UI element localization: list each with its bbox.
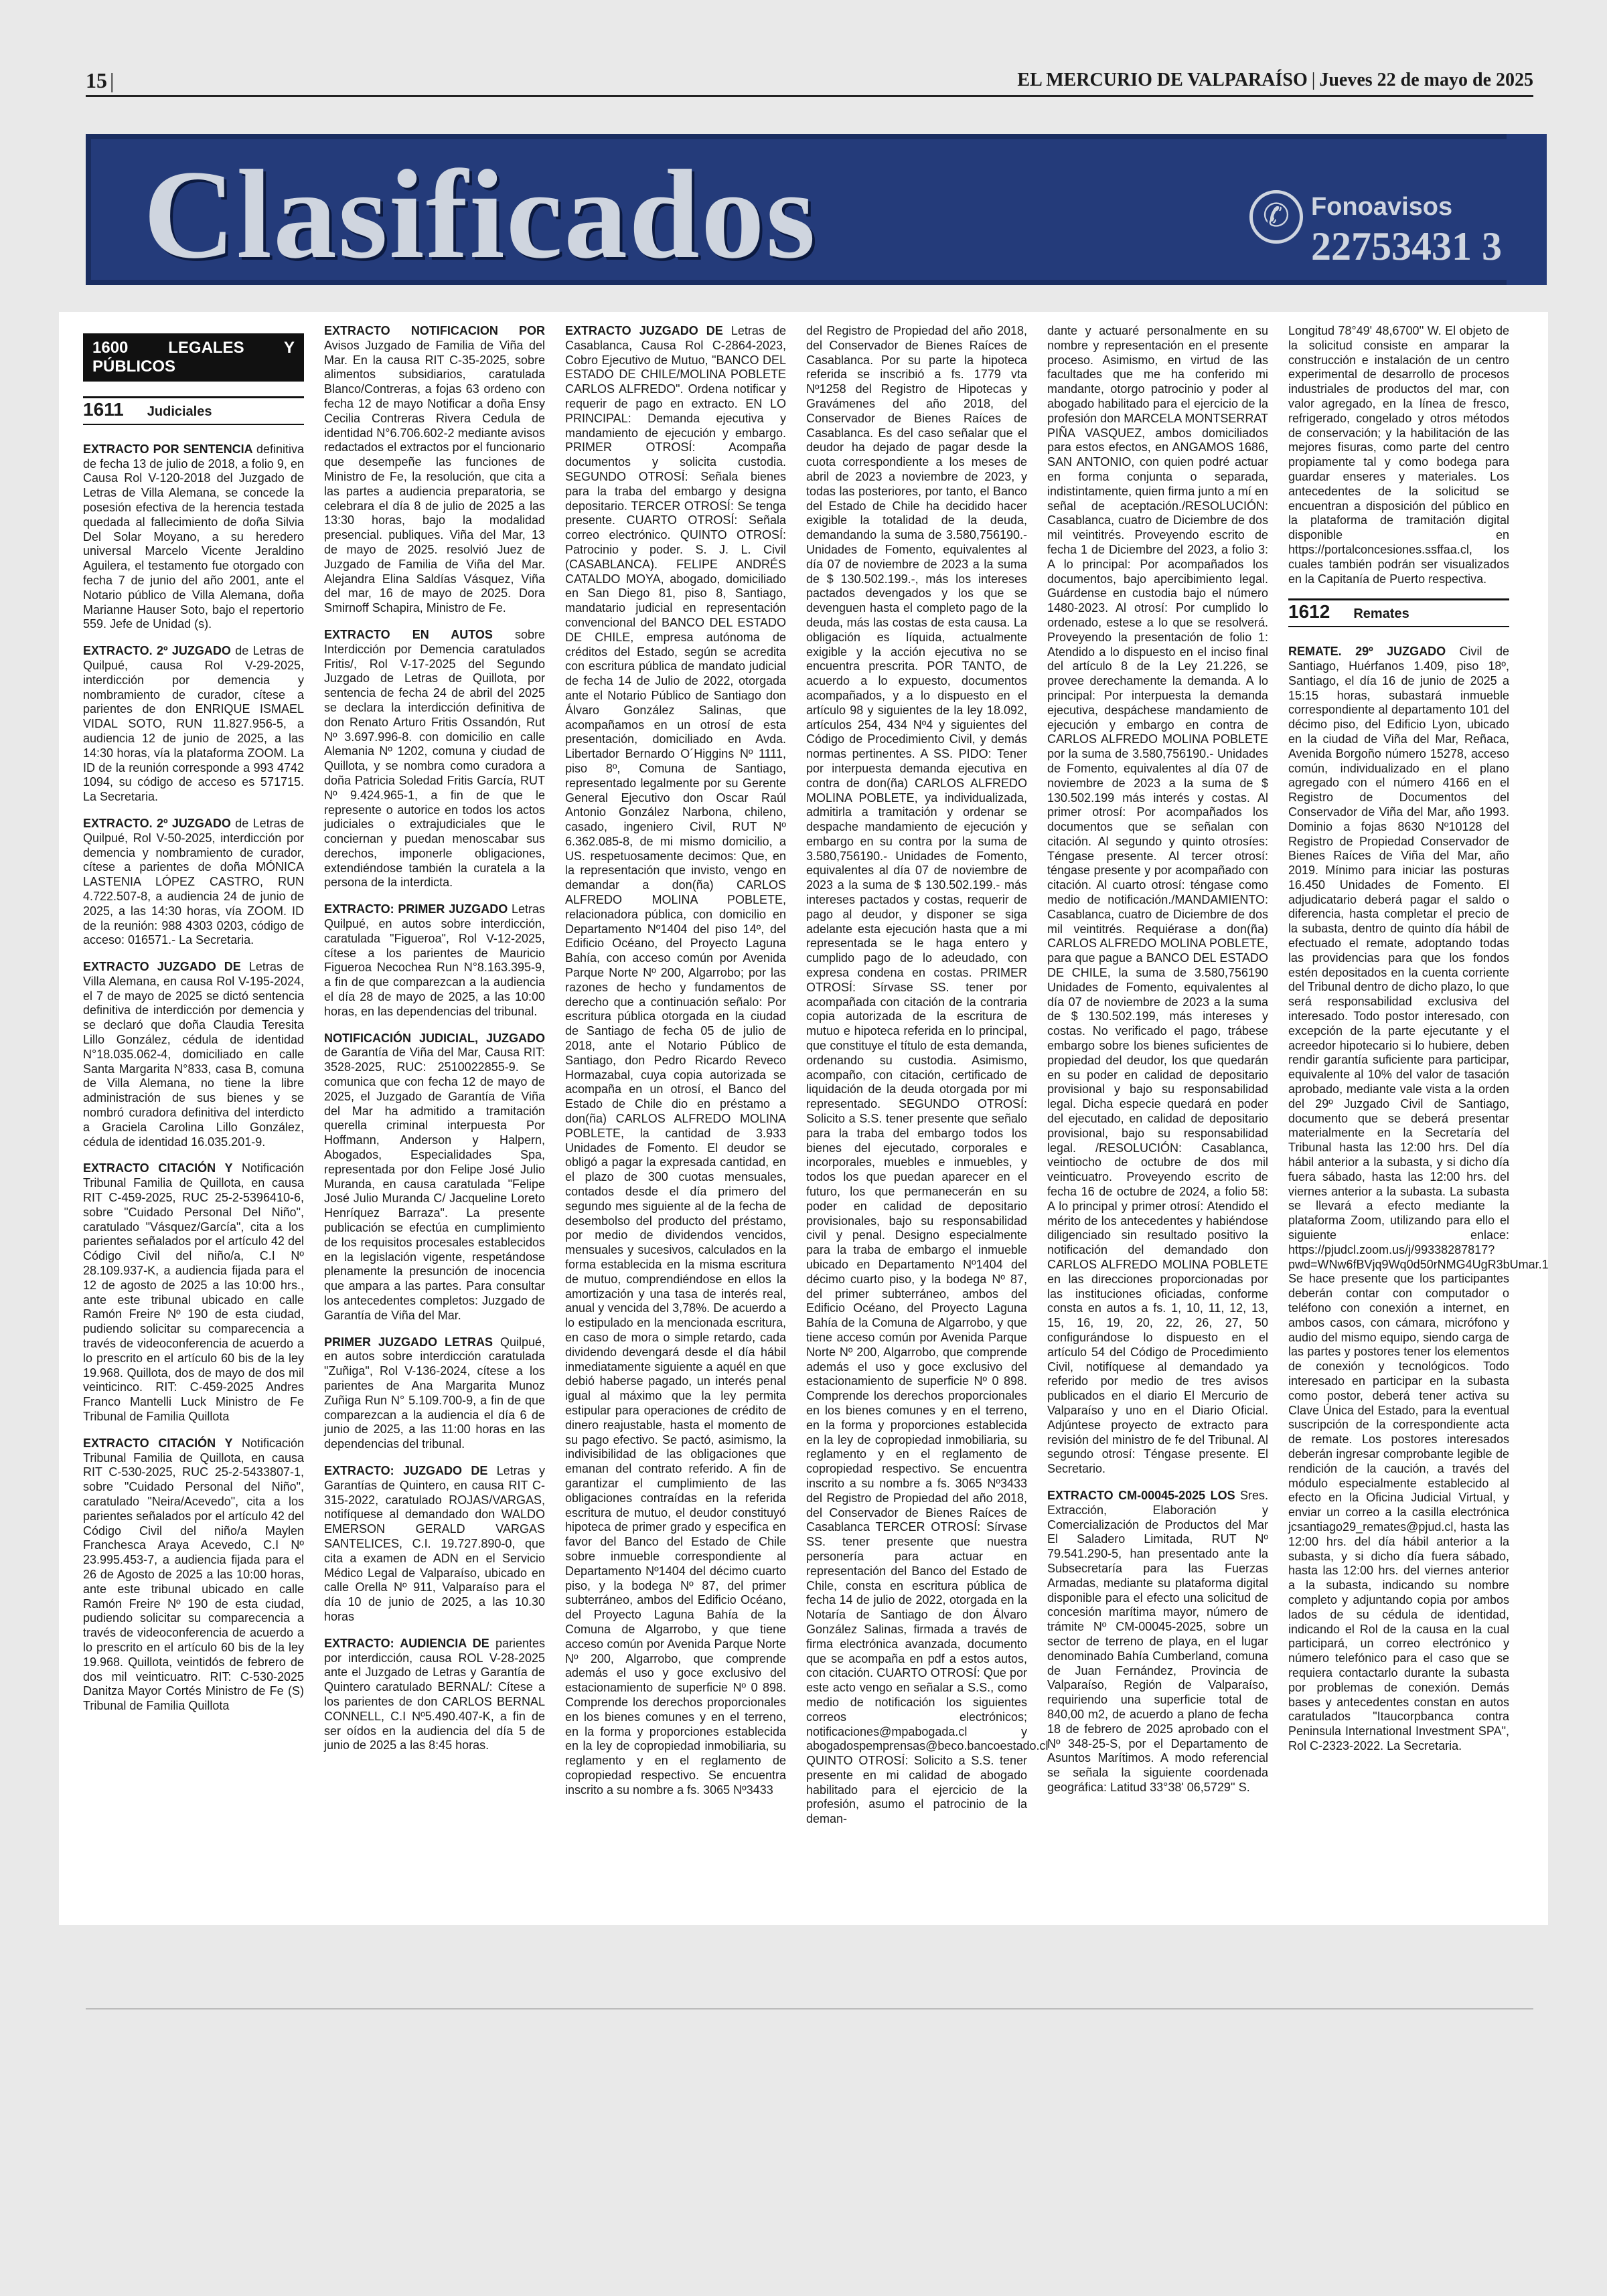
column-6 xyxy=(1288,324,1549,1917)
notice-body: definitiva de fecha 13 de julio de 2018, a folio 9, en Causa Rol V-120-2018 del Juzgado de Letras de Villa Alemana, se concede la posesión efectiva de la herencia testada quedada al fallecimiento de doña Silvia Del Solar Moyano, a su heredero universal Marcelo Vicente Jeraldino Aguilera, el testamento fue otorgado con fecha 7 de junio del año 2001, ante el Notario público de Villa Alemana, doña Marianne Hauser Soto, bajo el repertorio 559. Jefe de Unidad (s). xyxy=(83,442,304,631)
classified-notice xyxy=(1288,645,1549,1754)
classified-notice xyxy=(324,902,545,1019)
classified-notice xyxy=(1047,324,1268,1477)
classified-notice xyxy=(806,324,1049,1827)
column-5 xyxy=(1047,324,1268,1917)
notice-body: Notificación Tribunal Familia de Quillota, en causa RIT C-530-2025, RUC 25-2-5433807-1, sobre "Cuidado Personal del Niño", caratulado "Neira/Acevedo", cita a los parientes señalados por el artículo 42 del Código Civil del niño/a Maylen Franchesca Araya Acevedo, C.I Nº 23.995.453-7, a audiencia fijada para el 26 de Agosto de 2025 a las 10:00 horas, ante este tribunal ubicado en calle Ramón Freire Nº 190 de esta ciudad, pudiendo solicitar su comparecencia a través de videoconferencia de acuerdo a lo prescrito en el artículo 60 bis de la ley 19.968. Quillota, veintidós de febrero de dos mil veinticuatro. RIT: C-530-2025 Danitza Mayor Cortés Ministro de Fe (S) Tribunal de Familia Quillota xyxy=(83,1436,304,1713)
classified-notice xyxy=(324,1464,545,1625)
section-legales-publicos: 1600 LEGALES Y PÚBLICOS xyxy=(83,333,304,382)
notice-heading: EXTRACTO CITACIÓN Y xyxy=(83,1161,242,1175)
notice-heading: EXTRACTO. 2º JUZGADO xyxy=(83,644,236,658)
classifieds-content xyxy=(59,312,1548,1925)
column-1 xyxy=(83,324,304,1917)
classified-notice xyxy=(83,644,304,805)
notice-heading: REMATE. 29º JUZGADO xyxy=(1288,645,1460,659)
column-6-remates xyxy=(1288,645,1549,1754)
page-header xyxy=(86,66,1533,97)
notice-heading: EXTRACTO CITACIÓN Y xyxy=(83,1436,242,1450)
column-5-notices xyxy=(1047,324,1268,1795)
classified-notice xyxy=(324,324,545,616)
clasificados-banner xyxy=(86,134,1507,285)
fonoavisos-label: Fonoavisos xyxy=(1311,193,1453,221)
notice-body: Avisos Juzgado de Familia de Viña del Mar. En la causa RIT C-35-2025, sobre alimentos subsidiarios, caratulada Blanco/Contreras, a fojas 63 ordeno con fecha 12 de mayo Notificar a doña Ensy Cecilia Contreras Rivera Cedula de identidad N°6.706.602-2 mediante avisos redactados el extractos por el funcionario que desempeñe las funciones de Ministro de Fe, la resolución, que cita a las partes a audiencia preparatoria, se celebrara el día 8 de julio de 2025 a las 13:30 horas, bajo la modalidad presencial. publiques. Viña del Mar, 13 de mayo de 2025. resolvió Juez de Juzgado de Familia de Viña del Mar. Alejandra Elina Saldías Vásquez, Viña del mar, 16 de mayo de 2025. Dora Smirnoff Schapira, Ministro de Fe. xyxy=(324,338,545,615)
page-number: 15 | xyxy=(86,68,114,93)
notice-heading: EXTRACTO JUZGADO DE xyxy=(83,960,249,974)
subsection-label: Remates xyxy=(1353,606,1409,622)
notice-body: Letras y Garantías de Quintero, en causa RIT C-315-2022, caratulado ROJAS/VARGAS, notifíquese al demandado don WALDO EMERSON GERALD VARGAS SANTELICES, C.I. 19.727.890-0, que cita a examen de ADN en el Servicio Médico Legal de Valparaíso, ubicado en calle Orella Nº 911, Valparaíso para el día 10 de junio de 2025, a las 10.30 horas xyxy=(324,1463,546,1623)
classified-notice xyxy=(83,1437,304,1714)
notice-heading: EXTRACTO NOTIFICACION POR xyxy=(324,324,545,337)
notice-body: Letras de Villa Alemana, en causa Rol V-195-2024, el 7 de mayo de 2025 se dictó sentencia definitiva de interdicción por demencia y se declaró que doña Claudia Teresita Lillo González, cédula de identidad N°18.035.062-4, domiciliado en calle Santa Margarita N°833, casa B, comuna de Villa Alemana, no tiene la libre administración de sus bienes y se nombró curadora definitiva del interdicto a Graciela Carolina Lillo González, cédula de identidad 16.035.201-9. xyxy=(83,960,304,1149)
column-2 xyxy=(324,324,545,1917)
classified-notice xyxy=(324,1032,545,1323)
notice-body: sobre Interdicción por Demencia caratulados Fritis/, Rol V-17-2025 del Segundo Juzgado de Letras de Quillota, por sentencia de fecha 24 de abril del 2025 se declara la interdicción definitiva de don Renato Arturo Fritis Ossandón, Rut Nº 3.697.996-8. con domicilio en calle Alemania Nº 1202, comuna y ciudad de Quillota, y se nombra como curadora a doña Patricia Soledad Fritis García, RUT Nº 9.424.965-1, a fin de que le represente o autorice en todos los actos judiciales o extrajudiciales que le conciernan y puedan menoscabar sus derechos, imponerle obligaciones, extendiéndose también la curatela a la persona de la interdicta. xyxy=(324,627,545,890)
classified-notice xyxy=(324,628,545,890)
newspaper-name: EL MERCURIO DE VALPARAÍSO xyxy=(1017,70,1308,90)
notice-body: parientes por interdicción, causa ROL V-28-2025 ante el Juzgado de Letras y Garantía de Quintero caratulado BERNAL/: Cítese a los parientes de don CARLOS BERNAL CONNELL, C.I Nº5.490.407-K, a fin de ser oídos en la audiencia del día 5 de junio de 2025 a las 8:45 horas. xyxy=(324,1636,545,1752)
subsection-number: 1612 xyxy=(1288,601,1330,623)
notice-body: Sres. Extracción, Elaboración y Comercialización de Productos del Mar El Saladero Limitada, RUT Nº 79.541.290-5, han presentado ante la Subsecretaría para las Fuerzas Armadas, mediante su plataforma digital disponible para el efecto una solicitud de concesión marítima mayor, número de trámite Nº CM-00045-2025, sobre un sector de terreno de playa, en el lugar denominado Bahía Cumberland, comuna de Juan Fernández, Provincia de Valparaíso, Región de Valparaíso, requiriendo una superficie total de 840,00 m2, de acuerdo a plano de fecha 18 de febrero de 2025 aprobado con el Nº 348-25-S, por el Departamento de Asuntos Marítimos. A modo referencial se señala la siguiente coordenada geográfica: Latitud 33°38' 06,5729'' S. xyxy=(1047,1488,1268,1794)
section-title: Clasificados xyxy=(143,145,817,285)
phone-icon: ✆ xyxy=(1249,190,1303,244)
column-6-notices xyxy=(1288,324,1509,586)
notice-body: dante y actuaré personalmente en su nombre y representación en el presente proceso. Asimismo, en virtud de las facultades que me ha conferido mi mandante, otorgo patrocinio y poder al abogado habilitado para el ejercicio de la profesión don MARCELA MONTSERRAT PIÑA VASQUEZ, ambos domiciliados para estos efectos, en ANGAMOS 1686, SAN ANTONIO, con quien podré actuar en forma conjunta o separada, indistintamente, quien firma junto a mí en señal de aceptación./RESOLUCIÓN: Casablanca, cuatro de Diciembre de dos mil veintitrés. Proveyendo escrito de fecha 1 de Diciembre del 2023, a folio 3: A lo principal: Por acompañados los documentos, bajo apercibimiento legal. Guárdense en custodia bajo el número 1480-2023. Al otrosí: Por cumplido lo ordenado, estese a lo que se resolverá. Proveyendo la presentación de folio 1: Atendido a lo dispuesto en el inciso final del artículo 8 de la Ley 21.226, se provee derechamente la demanda. A lo principal: Por interpuesta la demanda ejecutiva, despáchese mandamiento de ejecución y embargo en contra de CARLOS ALFREDO MOLINA POBLETE por la suma de 3.580,756190.- Unidades de Fomento, equivalentes al día 07 de noviembre de 2023 a la suma de $ 130.502.199 más interés y costas. Al primer otrosí: Por acompañados los documentos que se señalan con citación. Al segundo y quinto otrosíes: Téngase presente. Al tercer otrosí: téngase presente y por acompañado con citación. Al cuarto otrosí: téngase como medio de notificación./MANDAMIENTO: Casablanca, cuatro de Diciembre de dos mil veintitrés. Requiérase a don(ña) CARLOS ALFREDO MOLINA POBLETE, para que pague a BANCO DEL ESTADO DE CHILE, la suma de 3.580,756190 Unidades de Fomento, equivalentes al día 07 de noviembre de 2023 a la suma de $ 130.502.199, más intereses y costas. No verificado el pago, trábese embargo sobre los bienes suficientes de propiedad del deudor, los que quedarán en su poder en calidad de depositario provisional y bajo su responsabilidad legal. Dicha especie quedará en poder del ejecutado, en calidad de depositario provisional, bajo su responsabilidad legal. /RESOLUCIÓN: Casablanca, veintiocho de octubre de dos mil veinticuatro. Proveyendo escrito de fecha 16 de octubre de 2024, a folio 58: A lo principal y primer otrosí: Atendido el mérito de los antecedentes y habiéndose diligenciado sin resultado positivo la notificación del demandado don CARLOS ALFREDO MOLINA POBLETE en las direcciones proporcionadas por las instituciones oficiadas, conforme consta en autos a fs. 1, 10, 11, 12, 13, 15, 16, 19, 20, 22, 26, 27, 50 configurándose lo dispuesto en el artículo 54 del Código de Procedimiento Civil, notifíquese al demandado ya referido por medio de tres avisos publicados en el diario El Mercurio de Valparaíso y uno en el Diario Oficial. Adjúntese proyecto de extracto para revisión del ministro de fe del Tribunal. Al segundo otrosí: Téngase presente. El Secretario. xyxy=(1047,324,1268,1476)
subsection-label: Judiciales xyxy=(147,404,212,419)
notice-body: de Garantía de Viña del Mar, Causa RIT: 3528-2025, RUC: 2510022855-9. Se comunica que con fecha 12 de mayo de 2025, el Juzgado de Garantía de Viña del Mar ha admitido a tramitación querella criminal interpuesta Por Hoffmann, Anderson y Halpern, Abogados, Especialidades Spa, representada por don Felipe José Julio Muranda, en causa caratulada "Felipe José Julio Muranda C/ Jacqueline Loreto Henríquez Barraza". La presente publicación se efectúa en cumplimiento de los requisitos procesales establecidos en la legislación vigente, respetándose plenamente la presunción de inocencia que ampara a las partes. Para consultar los antecedentes completos: Juzgado de Garantía de Viña del Mar. xyxy=(324,1046,545,1322)
notice-heading: EXTRACTO POR SENTENCIA xyxy=(83,442,256,456)
banner-tail xyxy=(1507,134,1547,285)
notice-body: Letras Quilpué, en autos sobre interdicción, caratulada "Figueroa", Rol V-12-2025, cítese a los parientes de Mauricio Figueroa Necochea Run N°8.163.395-9, a fin de que comparezcan a la audiencia el día 28 de mayo de 2025, a las 10:00 horas, en las dependencias del tribunal. xyxy=(324,902,545,1018)
subsection-number: 1611 xyxy=(83,399,124,420)
notice-heading: EXTRACTO: JUZGADO DE xyxy=(324,1463,497,1477)
subsection-remates xyxy=(1288,598,1509,627)
notice-heading: EXTRACTO: PRIMER JUZGADO xyxy=(324,902,512,916)
notice-body: de Letras de Quilpué, Rol V-50-2025, interdicción por demencia y nombramiento de curador, cítese a parientes de doña MÓNICA LASTENIA LÓPEZ CASTRO, RUN 4.722.507-8, a audiencia 24 de junio de 2025, a las 14:30 horas, vía ZOOM. ID de la reunión: 988 4303 0203, código de acceso: 016571.- La Secretaria. xyxy=(83,816,304,947)
notice-heading: EXTRACTO EN AUTOS xyxy=(324,627,515,641)
bottom-rule xyxy=(86,2008,1533,2010)
classified-notice xyxy=(1047,1489,1268,1795)
notice-body: Letras de Casablanca, Causa Rol C-2864-2023, Cobro Ejecutivo de Mutuo, "BANCO DEL ESTADO DE CHILE/MOLINA POBLETE CARLOS ALFREDO". Ordena notificar y requerir de pago en extracto. EN LO PRINCIPAL: Demanda ejecutiva y mandamiento de ejecución y embargo. PRIMER OTROSÍ: Acompaña documentos y solicita custodia. SEGUNDO OTROSÍ: Señala bienes para la traba del embargo y designa depositario. TERCER OTROSÍ: Se tenga presente. CUARTO OTROSÍ: Señala correo electrónico. QUINTO OTROSÍ: Patrocinio y poder. S. J. L. Civil (CASABLANCA). FELIPE ANDRÉS CATALDO MOYA, abogado, domiciliado en San Diego 81, piso 8, Santiago, mandatario judicial en representación convencional del BANCO DEL ESTADO DE CHILE, empresa autónoma de créditos del Estado, según se acredita con escritura pública de mandato judicial de fecha 14 de Julio de 2022, otorgada ante el Notario Público de Santiago don Álvaro González Salinas, que acompañamos en un otrosí de esta presentación, domiciliado en Avda. Libertador Bernardo O´Higgins Nº 1111, piso 8º, Comuna de Santiago, representado legalmente por su Gerente General Ejecutivo don Oscar Raúl Antonio González Narbona, chileno, casado, ingeniero Civil, RUT Nº 6.362.085-8, de mi mismo domicilio, a US. respetuosamente decimos: Que, en la representación que invisto, vengo en demandar a don(ña) CARLOS ALFREDO MOLINA POBLETE, relacionadora pública, con domicilio en Departamento Nº1404 del piso 14º, del Edificio Océano, del Proyecto Laguna Bahía, con acceso común por Avenida Parque Norte Nº 200, Algarrobo; por las razones de hecho y fundamentos de derecho que a continuación señalo: Por escritura pública otorgada en la ciudad de Santiago de fecha 05 de julio de 2018, ante el Notario Público de Santiago, don Pedro Ricardo Reveco Hormazabal, cuya copia autorizada se acompaña en un otrosí, el Banco del Estado de Chile dio en préstamo a don(ña) CARLOS ALFREDO MOLINA POBLETE, la cantidad de 3.933 Unidades de Fomento. El deudor se obligó a pagar la expresada cantidad, en el plazo de 300 cuotas mensuales, contados desde el día primero del segundo mes siguiente al de la fecha de desembolso del producto del préstamo, por medio de dividendos vencidos, mensuales y sucesivos, calculados en la forma establecida en la misma escritura de mutuo, comprendiéndose en ellos la amortización y una tasa de interés real, anual y vencida del 3,78%. De acuerdo a lo estipulado en la mencionada escritura, en caso de mora o simple retardo, cada dividendo devengará desde el día hábil inmediatamente siguiente a aquél en que debió haberse pagado, un interés penal igual al máximo que la ley permita estipular para operaciones de crédito de dinero reajustable, hasta el momento de su pago efectivo. Se pactó, asimismo, la indivisibilidad de las obligaciones que emanan del contrato referido. A fin de garantizar el cumplimiento de las obligaciones contraídas en la referida escritura de mutuo, el deudor constituyó hipoteca de primer grado y especifica en favor del Banco del Estado de Chile sobre inmueble correspondiente al Departamento Nº1404 del décimo cuarto piso, y la bodega Nº 87, del primer subterráneo, ambos del Edificio Océano, del Proyecto Laguna Bahía de la Comuna de Algarrobo, y que tiene acceso común por Avenida Parque Norte Nº 200, Algarrobo, que comprende además el uso y goce exclusivo del estacionamiento de superficie Nº 0 898. Comprende los derechos proporcionales en los bienes comunes y en el terreno, en la forma y proporciones establecida en la ley de copropiedad inmobiliaria, su reglamento y en el reglamento de copropiedad respectivo. Se encuentra inscrito a su nombre a fs. 3065 Nº3433 xyxy=(565,324,786,1797)
classified-notice xyxy=(565,324,786,1797)
issue-date: Jueves 22 de mayo de 2025 xyxy=(1319,70,1533,90)
classified-notice xyxy=(324,1637,545,1753)
subsection-judiciales xyxy=(83,396,304,425)
notice-heading: EXTRACTO: AUDIENCIA DE xyxy=(324,1636,495,1650)
column-2-notices xyxy=(324,324,545,1753)
classified-notice xyxy=(1288,324,1509,586)
notice-heading: EXTRACTO. 2º JUZGADO xyxy=(83,816,236,830)
classified-notice xyxy=(83,960,304,1149)
notice-body: de Letras de Quilpué, causa Rol V-29-2025, interdicción por demencia y nombramiento de curador, cítese a parientes de don ENRIQUE ISMAEL VIDAL SOTO, RUN 11.827.956-5, a audiencia 12 de junio de 2025, a las 14:30 horas, vía la plataforma ZOOM. La ID de la reunión corresponde a 993 4742 1094, su código de acceso es 571715. La Secretaria. xyxy=(83,644,304,804)
column-4 xyxy=(806,324,1049,1917)
classified-notice xyxy=(83,442,304,632)
notice-body: Longitud 78°49' 48,6700'' W. El objeto de la solicitud consiste en amparar la construcción e instalación de un centro experimental de desarrollo de procesos industriales de productos del mar, con valor agregado, en la línea de fresco, refrigerado, congelado y otros métodos de conservación; y la habilitación de las mejores fisuras, como parte del centro propiamente tal y como bodega para guardar enseres y materiales. Los antecedentes de la solicitud se encuentran a disposición del público en la plataforma de tramitación digital disponible en https://portalconcesiones.ssffaa.cl, los cuales también podrán ser visualizados en la Capitanía de Puerto respectiva. xyxy=(1288,324,1509,586)
masthead: EL MERCURIO DE VALPARAÍSO | Jueves 22 de mayo de 2025 xyxy=(1017,70,1533,90)
notice-heading: NOTIFICACIÓN JUDICIAL, JUZGADO xyxy=(324,1031,545,1045)
column-4-notices xyxy=(806,324,1049,1827)
column-3-notices xyxy=(565,324,786,1797)
classified-notice xyxy=(83,817,304,948)
column-3 xyxy=(565,324,786,1917)
notice-heading: PRIMER JUZGADO LETRAS xyxy=(324,1335,500,1349)
notice-body: Quilpué, en autos sobre interdicción caratulada "Zuñiga", Rol V-136-2024, cítese a los parientes de Ana Margarita Munoz Zuñiga Run N° 5.109.700-9, a fin de que comparezcan a la audiencia el día 6 de junio de 2025, a las 11:00 horas en las dependencias del tribunal. xyxy=(324,1335,545,1451)
notice-heading: EXTRACTO JUZGADO DE xyxy=(565,324,731,337)
notice-body: Notificación Tribunal Familia de Quillota, en causa RIT C-459-2025, RUC 25-2-5396410-6, sobre "Cuidado Personal Del Niño", caratulado "Vásquez/García", cita a los parientes señalados por el artículo 42 del Código Civil del niño/a, C.I Nº 28.109.937-K, a audiencia fijada para el 12 de agosto de 2025 a las 10:00 hrs., ante este tribunal ubicado en calle Ramón Freire Nº 190 de esta ciudad, pudiendo solicitar su comparecencia a través de videoconferencia de acuerdo a lo prescrito en el artículo 60 bis de la ley 19.968. Quillota, dos de mayo de dos mil veinticinco. RIT: C-459-2025 Andres Franco Mantelli Luck Ministro de Fe Tribunal de Familia Quillota xyxy=(83,1161,304,1423)
fonoavisos-number: 22753431 3 xyxy=(1311,224,1502,268)
classified-notice xyxy=(83,1161,304,1424)
column-1-notices xyxy=(83,442,304,1714)
notice-body: del Registro de Propiedad del año 2018, del Conservador de Bienes Raíces de Casablanca. Por su parte la hipoteca referida se inscribió a fs. 1779 vta Nº1258 del Registro de Hipotecas y Gravámenes del año 2018, del Conservador de Bienes Raíces de Casablanca. Es del caso señalar que el deudor ha dejado de pagar desde la cuota correspondiente a los meses de abril de 2023 a noviembre de 2023, y todas las posteriores, por tanto, el Banco del Estado de Chile ha decidido hacer exigible la totalidad de la deuda, demandando la suma de 3.580,756190.- Unidades de Fomento, equivalentes al día 07 de noviembre de 2023 a la suma de $ 130.502.199.-, más los intereses pactados devengados y los que se devenguen hasta el completo pago de la deuda, más las costas de esta causa. La obligación es líquida, actualmente exigible y la acción ejecutiva no se encuentra prescrita. POR TANTO, de acuerdo a lo expuesto, documentos acompañados, y a lo dispuesto en el artículo 98 y siguientes de la ley 18.092, artículos 254, 434 Nº4 y siguientes del Código de Procedimiento Civil, y demás normas pertinentes. A SS. PIDO: Tener por interpuesta demanda ejecutiva en contra de don(ña) CARLOS ALFREDO MOLINA POBLETE, ya individualizada, admitirla a tramitación y ordenar se despache mandamiento de ejecución y embargo en su contra por la suma de 3.580,756190.- Unidades de Fomento, equivalentes al día 07 de noviembre de 2023 a la suma de $ 130.502.199.- más intereses pactados y costas, requerir de pago al deudor, y disponer se siga adelante esta ejecución hasta que a mi representada se le haga entero y cumplido pago de lo adeudado, con expresa condena en costas. PRIMER OTROSÍ: Sírvase SS. tener por acompañada con citación de la contraria copia autorizada de la escritura de mutuo e hipoteca referida en lo principal, que constituye el título de esta demanda, ordenando su custodia. Asimismo, acompaño, con citación, certificado de liquidación de la deuda otorgada por mi representado. SEGUNDO OTROSÍ: Solicito a S.S. tener presente que señalo para la traba del embargo todos los bienes del ejecutado, corporales e incorporales, muebles e inmuebles, y todos los que puedan aparecer en el futuro, los que permanecerán en su poder en calidad de depositario provisionales, bajo su responsabilidad civil y penal. Designo especialmente para la traba de embargo el inmueble ubicado en Departamento Nº1404 del décimo cuarto piso, y la bodega Nº 87, del primer subterráneo, ambos del Edificio Océano, del Proyecto Laguna Bahía de la Comuna de Algarrobo, y que tiene acceso común por Avenida Parque Norte Nº 200, Algarrobo, que comprende además el uso y goce exclusivo del estacionamiento de superficie Nº 0 898. Comprende los derechos proporcionales en los bienes comunes y en el terreno, en la forma y proporciones establecida en la ley de copropiedad inmobiliaria, su reglamento y en el reglamento de copropiedad respectivo. Se encuentra inscrito a su nombre a fs. 3065 Nº3433 del Registro de Propiedad del año 2018, del Conservador de Bienes Raíces de Casablanca TERCER OTROSÍ: Sírvase SS. tener presente que nuestra personería para actuar en representación del Banco del Estado de Chile, consta en escritura pública de fecha 14 de julio de 2022, otorgada en la Notaría de Santiago de don Álvaro González Salinas, firmada a través de firma electrónica avanzada, documento que se acompaña en pdf a estos autos, con citación. CUARTO OTROSÍ: Que por este acto vengo en señalar a S.S., como medio de notificación los siguientes correos electrónicos; notificaciones@mpabogada.cl y abogadospemprensas@beco.bancoestado.cl QUINTO OTROSÍ: Solicito a S.S. tener presente en mi calidad de abogado habilitado para el ejercicio de la profesión, asumo el patrocinio de la deman- xyxy=(806,324,1049,1826)
classified-notice xyxy=(324,1335,545,1452)
notice-heading: EXTRACTO CM-00045-2025 LOS xyxy=(1047,1488,1240,1502)
notice-body: Civil de Santiago, Huérfanos 1.409, piso 18º, Santiago, el día 16 de junio de 2025 a 15:15 horas, subastará inmueble correspondiente al departamento 101 del décimo piso, del Edificio Lyon, ubicado en la ciudad de Viña del Mar, Reñaca, Avenida Borgoño número 15278, acceso común, individualizado en el plano agregado con el número 4166 en el Registro de Documentos del Conservador de Viña del Mar, año 1993. Dominio a fojas 8630 Nº10128 del Registro de Propiedad Conservador de Bienes Raíces de Viña del Mar, año 2019. Mínimo para iniciar las posturas 16.450 Unidades de Fomento. El adjudicatario deberá pagar el saldo o diferencia, hasta completar el precio de la subasta, dentro de quinto día hábil de efectuado el remate, adoptando todas las providencias para que los fondos estén depositados en la cuenta corriente del Tribunal dentro de dicho plazo, lo que será responsabilidad exclusiva del interesado. Todo postor interesado, con excepción de la parte ejecutante y el acreedor hipotecario si lo hubiere, deben rendir garantía suficiente para participar, equivalente al 10% del valor de tasación aprobado, mediante vale vista a la orden del 29º Juzgado Civil de Santiago, documento que se deberá presentar materialmente en la Secretaría del Tribunal hasta las 12:00 hrs. Del día hábil anterior a la subasta, y si dicho día fuera sábado, hasta las 12:00 hrs. del viernes anterior a la subasta. La subasta se llevará a efecto mediante la plataforma Zoom, utilizando para ello el siguiente enlace: https://pjudcl.zoom.us/j/99338287817?pwd=WNw6fBVjq9Wq0d50rNMG4UgR3bUmar.1 Se hace presente que los participantes deberán contar con computador o teléfono con conexión a internet, en ambos casos, con cámara, micrófono y audio del mismo equipo, siendo carga de las partes y postores tener los elementos de conexión y tecnológicos. Todo interesado en participar en la subasta como postor, deberá tener activa su Clave Única del Estado, para la eventual suscripción de la correspondiente acta de remate. Los postores interesados deberán ingresar comprobante legible de rendición de la caución, a través del módulo especialmente establecido al efecto en la Oficina Judicial Virtual, y enviar un correo a la casilla electrónica jcsantiago29_remates@pjud.cl, hasta las 12:00 hrs. del día hábil anterior a la subasta, y si dicho día fuera sábado, hasta las 12:00 hrs. del viernes anterior a la subasta, indicando su nombre completo y adjuntando copia por ambos lados de su cédula de identidad, indicando el Rol de la causa en la cual participará, un correo electrónico y número telefónico para el caso que se requiera contactarlo durante la subasta por problemas de conexión. Demás bases y antecedentes constan en autos caratulados "Itaucorpbanca contra Peninsula International Investment SPA", Rol C-2323-2022. La Secretaria. xyxy=(1288,645,1549,1752)
